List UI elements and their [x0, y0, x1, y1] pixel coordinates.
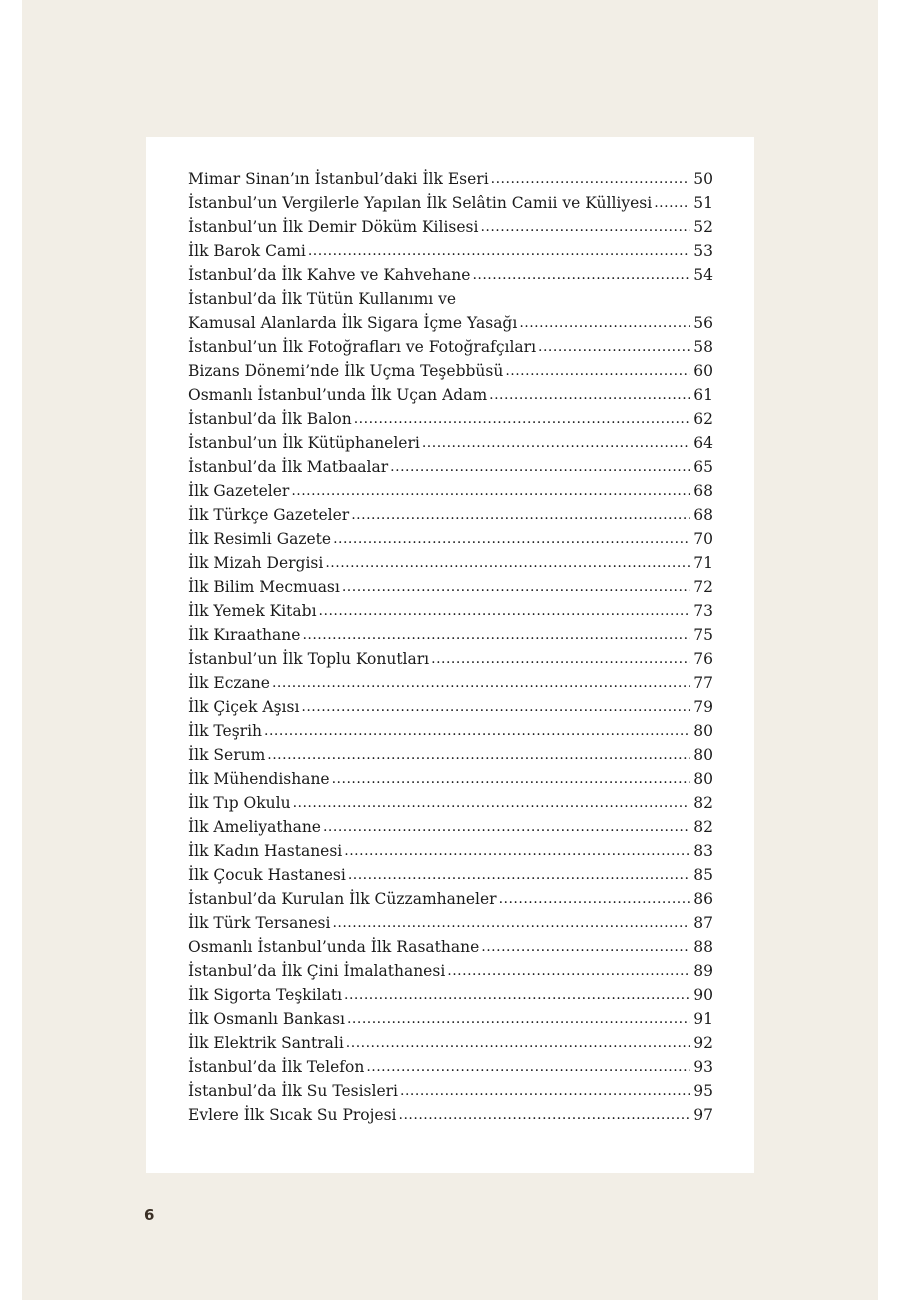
toc-entry — [188, 983, 713, 1007]
toc-entry — [188, 695, 713, 719]
toc-entry-page-number: 64 — [693, 434, 713, 452]
toc-entry-page-number: 77 — [693, 674, 713, 692]
page-number: 6 — [144, 1206, 155, 1224]
toc-dot-leader — [481, 934, 690, 959]
toc-entry-page-number: 60 — [693, 362, 713, 380]
toc-entry — [188, 575, 713, 599]
toc-entry-page-number: 68 — [693, 482, 713, 500]
toc-entry — [188, 719, 713, 743]
toc-dot-leader — [272, 670, 690, 695]
toc-entry-page-number: 86 — [693, 890, 713, 908]
toc-entry-page-number: 85 — [693, 866, 713, 884]
toc-dot-leader — [291, 478, 690, 503]
toc-dot-leader — [344, 982, 690, 1007]
toc-dot-leader — [399, 1102, 691, 1127]
toc-entry-title: Osmanlı İstanbul’unda İlk Rasathane — [188, 938, 480, 956]
toc-entry-title: İlk Eczane — [188, 674, 270, 692]
toc-dot-leader — [431, 646, 690, 671]
toc-entry-title: İlk Serum — [188, 746, 266, 764]
toc-entry-page-number: 82 — [693, 818, 713, 836]
toc-entry — [188, 431, 713, 455]
toc-entry-title: İlk Yemek Kitabı — [188, 602, 317, 620]
toc-entry-title: İstanbul’un İlk Toplu Konutları — [188, 650, 430, 668]
toc-entry — [188, 335, 713, 359]
toc-dot-leader — [538, 334, 690, 359]
toc-entry — [188, 887, 713, 911]
toc-dot-leader — [491, 166, 691, 191]
toc-entry-page-number: 82 — [693, 794, 713, 812]
toc-entry-title: İstanbul’da İlk Su Tesisleri — [188, 1082, 399, 1100]
toc-entry — [188, 359, 713, 383]
toc-dot-leader — [264, 718, 690, 743]
toc-entry — [188, 1031, 713, 1055]
toc-entry-page-number: 93 — [693, 1058, 713, 1076]
toc-entry — [188, 935, 713, 959]
toc-entry-title: İlk Gazeteler — [188, 482, 290, 500]
toc-entry — [188, 311, 713, 335]
toc-entry-page-number: 53 — [693, 242, 713, 260]
toc-entry-title: İlk Teşrih — [188, 722, 263, 740]
toc-entry-title: İlk Elektrik Santrali — [188, 1034, 344, 1052]
toc-dot-leader — [301, 694, 690, 719]
toc-entry-title: İlk Mühendishane — [188, 770, 330, 788]
toc-dot-leader — [347, 1006, 690, 1031]
toc-entry — [188, 479, 713, 503]
toc-entry-title: İlk Sigorta Teşkilatı — [188, 986, 343, 1004]
toc-dot-leader — [333, 526, 690, 551]
toc-entry-page-number: 80 — [693, 746, 713, 764]
toc-dot-leader — [293, 790, 691, 815]
toc-entry-page-number: 73 — [693, 602, 713, 620]
toc-entry-title: İlk Bilim Mecmuası — [188, 578, 340, 596]
toc-entry-title: İlk Türk Tersanesi — [188, 914, 331, 932]
toc-entry-title: Osmanlı İstanbul’unda İlk Uçan Adam — [188, 386, 488, 404]
toc-entry-page-number: 90 — [693, 986, 713, 1004]
toc-entry-page-number: 72 — [693, 578, 713, 596]
toc-entry-page-number: 88 — [693, 938, 713, 956]
toc-entry-title: İlk Türkçe Gazeteler — [188, 506, 350, 524]
toc-dot-leader — [354, 406, 691, 431]
toc-entry-title: Evlere İlk Sıcak Su Projesi — [188, 1106, 397, 1124]
toc-entry-title: İstanbul’da Kurulan İlk Cüzzamhaneler — [188, 890, 497, 908]
toc-entry — [188, 239, 713, 263]
toc-entry-title: Kamusal Alanlarda İlk Sigara İçme Yasağı — [188, 314, 518, 332]
toc-entry-title: İstanbul’da İlk Matbaalar — [188, 458, 389, 476]
toc-dot-leader — [308, 238, 690, 263]
toc-entry-title: İlk Ameliyathane — [188, 818, 321, 836]
toc-entry-title: İstanbul’da İlk Kahve ve Kahvehane — [188, 266, 471, 284]
toc-entry-title: İlk Çocuk Hastanesi — [188, 866, 346, 884]
toc-entry-title: İlk Resimli Gazete — [188, 530, 332, 548]
toc-entry — [188, 263, 713, 287]
toc-entry — [188, 551, 713, 575]
toc-dot-leader — [366, 1054, 690, 1079]
toc-entry-title: İstanbul’un İlk Demir Döküm Kilisesi — [188, 218, 479, 236]
toc-entry-page-number: 61 — [693, 386, 713, 404]
toc-dot-leader — [505, 358, 690, 383]
toc-dot-leader — [325, 550, 690, 575]
toc-entry — [188, 767, 713, 791]
toc-entry-page-number: 92 — [693, 1034, 713, 1052]
toc-dot-leader — [332, 910, 690, 935]
toc-entry-page-number: 51 — [693, 194, 713, 212]
toc-entry-page-number: 52 — [693, 218, 713, 236]
table-of-contents — [188, 167, 713, 1127]
toc-entry-page-number: 83 — [693, 842, 713, 860]
toc-entry — [188, 791, 713, 815]
toc-entry-page-number: 54 — [693, 266, 713, 284]
toc-entry — [188, 815, 713, 839]
toc-entry — [188, 1103, 713, 1127]
toc-entry-page-number: 79 — [693, 698, 713, 716]
toc-dot-leader — [499, 886, 691, 911]
toc-entry-page-number: 80 — [693, 722, 713, 740]
toc-entry — [188, 455, 713, 479]
toc-dot-leader — [480, 214, 690, 239]
toc-entry-title: İlk Çiçek Aşısı — [188, 698, 300, 716]
toc-entry-page-number: 70 — [693, 530, 713, 548]
toc-entry — [188, 863, 713, 887]
toc-entry — [188, 911, 713, 935]
toc-entry-page-number: 75 — [693, 626, 713, 644]
toc-entry-title: İstanbul’un İlk Kütüphaneleri — [188, 434, 420, 452]
table-of-contents-box — [146, 137, 754, 1173]
toc-dot-leader — [400, 1078, 690, 1103]
toc-dot-leader — [267, 742, 690, 767]
toc-dot-leader — [302, 622, 690, 647]
toc-dot-leader — [422, 430, 690, 455]
toc-dot-leader — [519, 310, 690, 335]
toc-entry — [188, 383, 713, 407]
toc-dot-leader — [344, 838, 690, 863]
toc-dot-leader — [332, 766, 691, 791]
toc-entry-page-number: 62 — [693, 410, 713, 428]
toc-entry-page-number: 91 — [693, 1010, 713, 1028]
toc-dot-leader — [390, 454, 690, 479]
toc-entry-title: İlk Kıraathane — [188, 626, 301, 644]
toc-entry-title: İlk Kadın Hastanesi — [188, 842, 343, 860]
toc-entry — [188, 215, 713, 239]
toc-entry-title: Bizans Dönemi’nde İlk Uçma Teşebbüsü — [188, 362, 504, 380]
book-page — [22, 0, 878, 1300]
toc-entry-title: İlk Osmanlı Bankası — [188, 1010, 345, 1028]
toc-dot-leader — [447, 958, 690, 983]
toc-entry — [188, 167, 713, 191]
toc-dot-leader — [342, 574, 690, 599]
toc-entry-page-number: 95 — [693, 1082, 713, 1100]
toc-entry-page-number: 89 — [693, 962, 713, 980]
toc-entry — [188, 623, 713, 647]
toc-entry — [188, 1055, 713, 1079]
toc-dot-leader — [351, 502, 690, 527]
toc-entry-title: İstanbul’un İlk Fotoğrafları ve Fotoğrafçıları — [188, 338, 537, 356]
toc-entry — [188, 407, 713, 431]
toc-entry — [188, 959, 713, 983]
toc-dot-leader — [654, 190, 690, 215]
toc-entry-title: Mimar Sinan’ın İstanbul’daki İlk Eseri — [188, 170, 489, 188]
toc-entry-title: İstanbul’un Vergilerle Yapılan İlk Selâtin Camii ve Külliyesi — [188, 194, 653, 212]
toc-entry-title: İlk Tıp Okulu — [188, 794, 291, 812]
toc-entry-page-number: 97 — [693, 1106, 713, 1124]
toc-entry — [188, 599, 713, 623]
toc-dot-leader — [489, 382, 690, 407]
toc-entry-title: İstanbul’da İlk Balon — [188, 410, 352, 428]
toc-entry-page-number: 71 — [693, 554, 713, 572]
toc-entry — [188, 671, 713, 695]
toc-entry-title-line: İstanbul’da İlk Tütün Kullanımı ve — [188, 290, 457, 308]
toc-dot-leader — [346, 1030, 690, 1055]
toc-entry — [188, 647, 713, 671]
toc-entry-title: İlk Mizah Dergisi — [188, 554, 324, 572]
toc-entry-page-number: 80 — [693, 770, 713, 788]
toc-dot-leader — [472, 262, 690, 287]
toc-dot-leader — [323, 814, 690, 839]
toc-entry — [188, 1007, 713, 1031]
toc-entry — [188, 1079, 713, 1103]
toc-entry — [188, 503, 713, 527]
toc-dot-leader — [348, 862, 690, 887]
toc-entry-page-number: 58 — [693, 338, 713, 356]
toc-entry — [188, 839, 713, 863]
toc-entry — [188, 527, 713, 551]
toc-entry-title: İlk Barok Cami — [188, 242, 306, 260]
toc-dot-leader — [319, 598, 691, 623]
toc-entry-page-number: 68 — [693, 506, 713, 524]
toc-entry — [188, 191, 713, 215]
toc-entry-page-number: 56 — [693, 314, 713, 332]
toc-entry-title: İstanbul’da İlk Telefon — [188, 1058, 365, 1076]
toc-entry — [188, 743, 713, 767]
toc-entry-title: İstanbul’da İlk Çini İmalathanesi — [188, 962, 446, 980]
toc-entry-page-number: 87 — [693, 914, 713, 932]
toc-entry-page-number: 76 — [693, 650, 713, 668]
toc-entry-page-number: 50 — [693, 170, 713, 188]
toc-entry-page-number: 65 — [693, 458, 713, 476]
